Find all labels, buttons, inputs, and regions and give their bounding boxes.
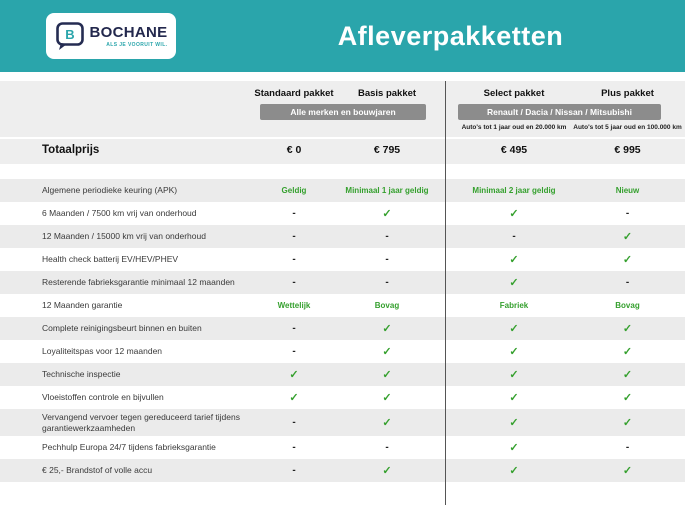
totaalprijs-label: Totaalprijs (42, 144, 100, 156)
feature-value-text: Nieuw (615, 186, 640, 195)
dash-value: - (292, 346, 296, 357)
feature-label: € 25,- Brandstof of volle accu (42, 465, 153, 476)
dash-value: - (625, 208, 630, 219)
header-body-spacer (0, 164, 685, 179)
feature-label: Health check batterij EV/HEV/PHEV (42, 254, 179, 265)
dash-value: - (512, 231, 516, 242)
check-icon: ✓ (509, 254, 519, 266)
feature-label: 6 Maanden / 7500 km vrij van onderhoud (42, 208, 197, 219)
svg-text:B: B (64, 27, 75, 42)
bochane-logo-text (90, 24, 168, 48)
check-icon: ✓ (509, 417, 519, 430)
bochane-logo-icon (55, 21, 85, 51)
check-icon: ✓ (382, 392, 392, 404)
check-icon: ✓ (622, 346, 633, 358)
check-icon: ✓ (622, 417, 633, 430)
feature-label: Pechhulp Europa 24/7 tijdens fabrieksgarantie (42, 442, 216, 453)
check-icon: ✓ (509, 323, 519, 335)
check-icon: ✓ (289, 369, 299, 381)
dash-value: - (292, 254, 296, 265)
feature-row (0, 294, 685, 317)
feature-row (0, 386, 685, 409)
check-icon: ✓ (509, 392, 519, 404)
feature-row (0, 459, 685, 482)
feature-label: 12 Maanden / 15000 km vrij van onderhoud (42, 231, 206, 242)
dash-value: - (292, 277, 296, 288)
dash-value: - (385, 277, 389, 288)
check-icon: ✓ (622, 369, 633, 381)
feature-row (0, 248, 685, 271)
feature-value-text: Geldig (281, 186, 307, 195)
bochane-logo (46, 13, 176, 59)
feature-row (0, 409, 685, 436)
feature-label: Loyaliteitspas voor 12 maanden (42, 346, 163, 357)
check-icon: ✓ (509, 208, 519, 220)
feature-value-text: Bovag (615, 301, 640, 310)
check-icon: ✓ (509, 346, 519, 358)
table-header-band (0, 81, 685, 164)
feature-rows (0, 179, 685, 482)
check-icon: ✓ (622, 392, 633, 404)
feature-row (0, 179, 685, 202)
check-icon: ✓ (509, 465, 519, 478)
column-header-plus: Plus pakket (601, 88, 654, 99)
page-title: Afleverpakketten (337, 20, 564, 51)
dash-value: - (292, 417, 296, 429)
group-badge-all-brands: Alle merken en bouwjaren (260, 104, 426, 120)
check-icon: ✓ (382, 465, 392, 478)
column-header-standaard: Standaard pakket (254, 88, 334, 99)
feature-label: 12 Maanden garantie (42, 300, 123, 311)
dash-value: - (625, 277, 630, 288)
dash-value: - (292, 465, 296, 477)
check-icon: ✓ (622, 323, 633, 335)
feature-value-text: Fabriek (499, 301, 529, 310)
feature-label: Technische inspectie (42, 369, 121, 380)
column-headers-row (0, 88, 685, 99)
dash-value: - (292, 231, 296, 242)
dash-value: - (292, 323, 296, 334)
price-standaard: € 0 (286, 144, 302, 156)
dash-value: - (385, 442, 389, 454)
feature-label: Algemene periodieke keuring (APK) (42, 185, 178, 196)
feature-row (0, 436, 685, 459)
select-pakket-note: Auto's tot 1 jaar oud en 20.000 km (461, 124, 567, 131)
check-icon: ✓ (509, 442, 519, 455)
check-icon: ✓ (622, 465, 633, 478)
group-badges-row (0, 104, 685, 120)
feature-label: Resterende fabrieksgarantie minimaal 12 maanden (42, 277, 235, 288)
check-icon: ✓ (382, 369, 392, 381)
column-header-basis: Basis pakket (357, 88, 417, 99)
feature-row (0, 317, 685, 340)
price-select: € 495 (500, 144, 528, 156)
feature-row (0, 363, 685, 386)
check-icon: ✓ (509, 369, 519, 381)
check-icon: ✓ (382, 346, 392, 358)
feature-row (0, 340, 685, 363)
brand-tagline: ALS JE VOORUIT WIL. (106, 42, 168, 48)
feature-row (0, 202, 685, 225)
brand-name: BOCHANE (89, 24, 168, 41)
check-icon: ✓ (382, 208, 392, 220)
check-icon: ✓ (382, 323, 392, 335)
check-icon: ✓ (289, 392, 299, 404)
group-badge-renault-dacia-nissan-mitsubishi: Renault / Dacia / Nissan / Mitsubishi (458, 104, 661, 120)
totaalprijs-row (0, 137, 685, 164)
column-header-select: Select pakket (483, 88, 545, 99)
feature-value-text: Wettelijk (277, 301, 311, 310)
check-icon: ✓ (382, 417, 392, 430)
dash-value: - (292, 208, 296, 219)
feature-label: Vervangend vervoer tegen gereduceerd tarief tijdens garantiewerkzaamheden (42, 412, 240, 433)
dash-value: - (385, 254, 389, 265)
feature-value-text: Bovag (374, 301, 400, 310)
plus-pakket-note: Auto's tot 5 jaar oud en 100.000 km (573, 124, 682, 131)
dash-value: - (385, 231, 389, 242)
check-icon: ✓ (622, 231, 633, 243)
feature-label: Vloeistoffen controle en bijvullen (42, 392, 164, 403)
dash-value: - (625, 442, 630, 454)
column-notes-row (0, 123, 685, 132)
page-header (0, 0, 685, 72)
check-icon: ✓ (509, 277, 519, 289)
price-basis: € 795 (373, 144, 401, 156)
group-divider-line (445, 81, 446, 505)
feature-label: Complete reinigingsbeurt binnen en buiten (42, 323, 202, 334)
dash-value: - (292, 442, 296, 454)
feature-value-text: Minimaal 2 jaar geldig (472, 186, 556, 195)
check-icon: ✓ (622, 254, 633, 266)
feature-row (0, 271, 685, 294)
feature-row (0, 225, 685, 248)
price-plus: € 995 (614, 144, 641, 156)
feature-value-text: Minimaal 1 jaar geldig (345, 186, 429, 195)
